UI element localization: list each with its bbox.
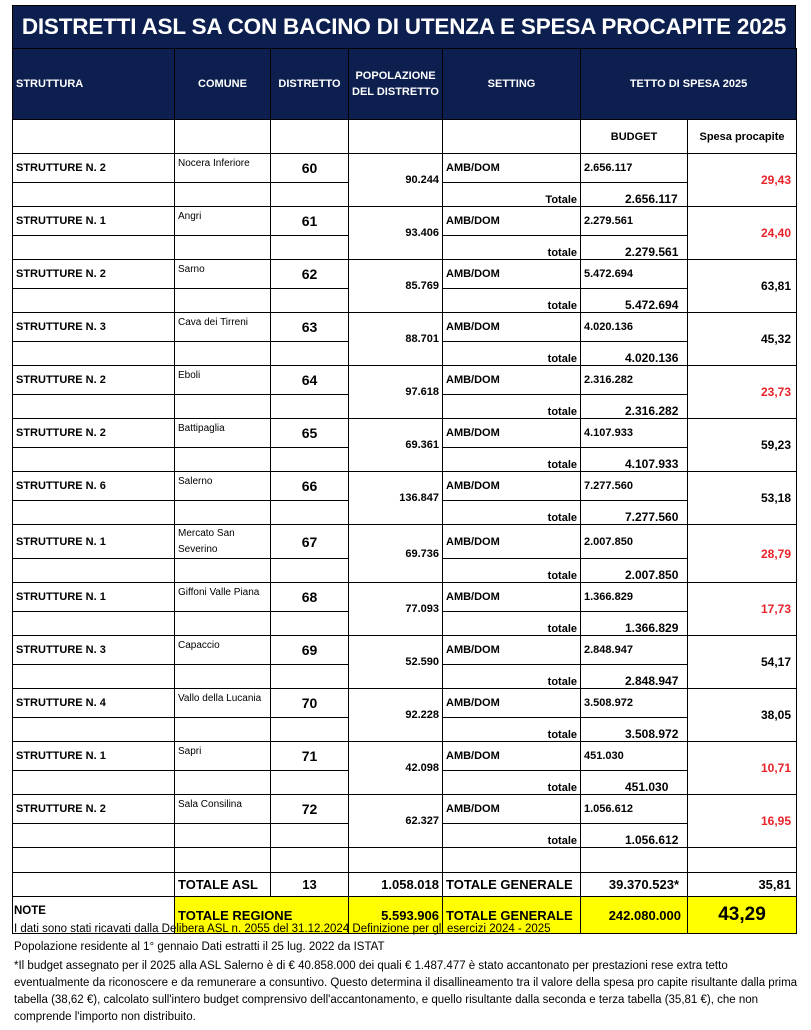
empty-cell <box>13 183 175 207</box>
budget-cell: 1.366.829 <box>581 583 688 612</box>
table-row <box>13 472 797 501</box>
budget-cell: 2.316.282 <box>581 366 688 395</box>
comune-cell: Sala Consilina <box>175 795 271 824</box>
table-row <box>13 525 797 559</box>
popolazione-cell: 69.361 <box>349 419 443 472</box>
totale-regione-label: TOTALE REGIONE <box>175 897 349 934</box>
notes-section <box>14 902 799 1026</box>
empty-cell <box>13 873 175 897</box>
setting-cell: AMB/DOM <box>443 154 581 183</box>
col-header-struttura: STRUTTURA <box>13 49 175 120</box>
struttura-cell: STRUTTURE N. 1 <box>13 583 175 612</box>
struttura-cell: STRUTTURE N. 2 <box>13 419 175 448</box>
budget-cell: 2.007.850 <box>581 525 688 559</box>
struttura-cell: STRUTTURE N. 3 <box>13 313 175 342</box>
popolazione-line2: DEL DISTRETTO <box>352 86 439 98</box>
totale-label-cell: totale <box>443 718 581 742</box>
distretto-cell: 65 <box>271 419 349 448</box>
totale-value-cell: 2.848.947 <box>581 665 688 689</box>
popolazione-cell: 92.228 <box>349 689 443 742</box>
comune-cell: Mercato San Severino <box>175 525 271 559</box>
totale-label-cell: totale <box>443 395 581 419</box>
spesa-procapite-cell: 28,79 <box>688 525 797 583</box>
popolazione-cell: 77.093 <box>349 583 443 636</box>
empty-cell <box>349 848 443 873</box>
spesa-procapite-cell: 63,81 <box>688 260 797 313</box>
table-row <box>13 419 797 448</box>
spesa-procapite-cell: 53,18 <box>688 472 797 525</box>
spesa-procapite-cell: 17,73 <box>688 583 797 636</box>
totale-asl-budget: 39.370.523* <box>581 873 688 897</box>
budget-cell: 2.656.117 <box>581 154 688 183</box>
spesa-procapite-cell: 24,40 <box>688 207 797 260</box>
empty-cell <box>271 342 349 366</box>
table-row <box>13 583 797 612</box>
distretto-cell: 69 <box>271 636 349 665</box>
empty-cell <box>13 501 175 525</box>
spesa-procapite-cell: 23,73 <box>688 366 797 419</box>
table-row <box>13 795 797 824</box>
popolazione-line1: POPOLAZIONE <box>355 70 436 82</box>
popolazione-cell: 52.590 <box>349 636 443 689</box>
struttura-cell: STRUTTURE N. 2 <box>13 154 175 183</box>
totale-value-cell: 5.472.694 <box>581 289 688 313</box>
popolazione-cell: 88.701 <box>349 313 443 366</box>
budget-cell: 2.848.947 <box>581 636 688 665</box>
comune-cell: Battipaglia <box>175 419 271 448</box>
budget-cell: 5.472.694 <box>581 260 688 289</box>
empty-cell <box>175 236 271 260</box>
popolazione-cell: 42.098 <box>349 742 443 795</box>
setting-cell: AMB/DOM <box>443 689 581 718</box>
notes-line-2: Popolazione residente al 1° gennaio Dati estratti il 25 lug. 2022 da ISTAT <box>14 941 385 953</box>
empty-cell <box>175 612 271 636</box>
distretto-cell: 71 <box>271 742 349 771</box>
comune-cell: Angri <box>175 207 271 236</box>
totale-value-cell: 4.107.933 <box>581 448 688 472</box>
totale-asl-label: TOTALE ASL <box>175 873 271 897</box>
empty-cell <box>13 395 175 419</box>
totale-value-cell: 2.279.561 <box>581 236 688 260</box>
empty-cell <box>271 718 349 742</box>
empty-cell <box>13 612 175 636</box>
struttura-cell: STRUTTURE N. 2 <box>13 366 175 395</box>
empty-cell <box>13 236 175 260</box>
empty-cell <box>271 824 349 848</box>
totale-asl-distretti: 13 <box>271 873 349 897</box>
distretto-cell: 60 <box>271 154 349 183</box>
struttura-cell: STRUTTURE N. 6 <box>13 472 175 501</box>
table-row <box>13 689 797 718</box>
setting-cell: AMB/DOM <box>443 525 581 559</box>
col-header-budget: BUDGET <box>581 120 688 154</box>
budget-cell: 4.020.136 <box>581 313 688 342</box>
empty-cell <box>271 289 349 313</box>
setting-cell: AMB/DOM <box>443 207 581 236</box>
totale-label-cell: totale <box>443 612 581 636</box>
page-title: DISTRETTI ASL SA CON BACINO DI UTENZA E SPESA PROCAPITE 2025 <box>12 5 796 49</box>
totale-value-cell: 3.508.972 <box>581 718 688 742</box>
empty-cell <box>13 824 175 848</box>
comune-cell: Eboli <box>175 366 271 395</box>
empty-cell <box>13 771 175 795</box>
table-header-row <box>13 49 797 120</box>
distretto-cell: 68 <box>271 583 349 612</box>
totale-value-cell: 4.020.136 <box>581 342 688 366</box>
popolazione-cell: 93.406 <box>349 207 443 260</box>
table-row <box>13 366 797 395</box>
totale-value-cell: 7.277.560 <box>581 501 688 525</box>
struttura-cell: STRUTTURE N. 3 <box>13 636 175 665</box>
spesa-procapite-cell: 38,05 <box>688 689 797 742</box>
struttura-cell: STRUTTURE N. 1 <box>13 207 175 236</box>
district-table <box>12 48 797 934</box>
totale-value-cell: 1.366.829 <box>581 612 688 636</box>
setting-cell: AMB/DOM <box>443 583 581 612</box>
totale-regione-popolazione: 5.593.906 <box>349 897 443 934</box>
empty-cell <box>271 183 349 207</box>
empty-cell <box>581 848 688 873</box>
totale-label-cell: totale <box>443 771 581 795</box>
popolazione-cell: 136.847 <box>349 472 443 525</box>
table-row <box>13 636 797 665</box>
empty-cell <box>443 848 581 873</box>
popolazione-cell: 85.769 <box>349 260 443 313</box>
distretto-cell: 64 <box>271 366 349 395</box>
budget-cell: 7.277.560 <box>581 472 688 501</box>
budget-cell: 2.279.561 <box>581 207 688 236</box>
struttura-cell: STRUTTURE N. 1 <box>13 525 175 559</box>
setting-cell: AMB/DOM <box>443 313 581 342</box>
empty-cell <box>13 665 175 689</box>
col-header-spesa: Spesa procapite <box>688 120 797 154</box>
totale-value-cell: 2.316.282 <box>581 395 688 419</box>
empty-cell <box>13 559 175 583</box>
empty-cell <box>175 342 271 366</box>
empty-cell <box>271 665 349 689</box>
empty-cell <box>175 559 271 583</box>
totale-asl-popolazione: 1.058.018 <box>349 873 443 897</box>
popolazione-cell: 90.244 <box>349 154 443 207</box>
setting-cell: AMB/DOM <box>443 366 581 395</box>
table-row <box>13 207 797 236</box>
totale-asl-spesa: 35,81 <box>688 873 797 897</box>
empty-cell <box>13 848 175 873</box>
col-header-setting: SETTING <box>443 49 581 120</box>
struttura-cell: STRUTTURE N. 2 <box>13 260 175 289</box>
distretto-cell: 62 <box>271 260 349 289</box>
totale-label-cell: totale <box>443 665 581 689</box>
popolazione-cell: 62.327 <box>349 795 443 848</box>
budget-cell: 451.030 <box>581 742 688 771</box>
empty-cell <box>271 236 349 260</box>
col-header-tetto: TETTO DI SPESA 2025 <box>581 49 797 120</box>
table-row <box>13 742 797 771</box>
totale-label-cell: totale <box>443 559 581 583</box>
distretto-cell: 70 <box>271 689 349 718</box>
notes-line-1: I dati sono stati ricavati dalla Delibera ASL n. 2055 del 31.12.2024 Definizione per gli esercizi 2024 - 2025 <box>14 923 551 935</box>
col-header-distretto: DISTRETTO <box>271 49 349 120</box>
distretto-cell: 67 <box>271 525 349 559</box>
empty-cell <box>271 448 349 472</box>
totale-asl-row <box>13 873 797 897</box>
table-body <box>13 120 797 934</box>
spesa-procapite-cell: 45,32 <box>688 313 797 366</box>
notes-heading: NOTE <box>14 905 46 917</box>
empty-row <box>13 848 797 873</box>
setting-cell: AMB/DOM <box>443 636 581 665</box>
totale-label-cell: totale <box>443 289 581 313</box>
empty-cell <box>13 342 175 366</box>
empty-cell <box>175 395 271 419</box>
comune-cell: Sarno <box>175 260 271 289</box>
empty-cell <box>271 771 349 795</box>
setting-cell: AMB/DOM <box>443 419 581 448</box>
totale-asl-setting: TOTALE GENERALE <box>443 873 581 897</box>
comune-cell: Vallo della Lucania <box>175 689 271 718</box>
table-row <box>13 260 797 289</box>
budget-cell: 4.107.933 <box>581 419 688 448</box>
setting-cell: AMB/DOM <box>443 795 581 824</box>
col-header-comune: COMUNE <box>175 49 271 120</box>
comune-cell: Capaccio <box>175 636 271 665</box>
spesa-procapite-cell: 54,17 <box>688 636 797 689</box>
empty-cell <box>175 183 271 207</box>
empty-cell <box>271 848 349 873</box>
totale-label-cell: totale <box>443 342 581 366</box>
subheader-row <box>13 120 797 154</box>
empty-cell <box>175 718 271 742</box>
empty-cell <box>175 771 271 795</box>
empty-cell <box>175 289 271 313</box>
table-row <box>13 313 797 342</box>
struttura-cell: STRUTTURE N. 4 <box>13 689 175 718</box>
spesa-procapite-cell: 16,95 <box>688 795 797 848</box>
comune-cell: Nocera Inferiore <box>175 154 271 183</box>
struttura-cell: STRUTTURE N. 1 <box>13 742 175 771</box>
totale-value-cell: 2.007.850 <box>581 559 688 583</box>
distretto-cell: 72 <box>271 795 349 824</box>
totale-label-cell: totale <box>443 448 581 472</box>
empty-cell <box>271 612 349 636</box>
spesa-procapite-cell: 59,23 <box>688 419 797 472</box>
empty-cell <box>175 848 271 873</box>
totale-regione-spesa: 43,29 <box>688 897 797 934</box>
table-row <box>13 154 797 183</box>
distretto-cell: 66 <box>271 472 349 501</box>
setting-cell: AMB/DOM <box>443 472 581 501</box>
col-header-popolazione <box>349 49 443 120</box>
empty-cell <box>13 718 175 742</box>
empty-cell <box>175 448 271 472</box>
comune-cell: Salerno <box>175 472 271 501</box>
totale-value-cell: 1.056.612 <box>581 824 688 848</box>
setting-cell: AMB/DOM <box>443 260 581 289</box>
totale-value-cell: 451.030 <box>581 771 688 795</box>
empty-cell <box>175 501 271 525</box>
notes-footnote: *Il budget assegnato per il 2025 alla ASL Salerno è di € 40.858.000 dei quali € 1.487.477 è stato accantonato per prestazioni rese extra tetto eventualmente da riconoscere e da remunerare a consuntivo. Questo determina il disallineamento tra il valore della spesa pro capite risultante dalla prima tabella (38,62 €), calcolato sull'intero budget comprensivo dell'accantonamento, e quello risultante dalla seconda e terza tabella (35,81 €), che non comprende l'importo non distribuito. <box>14 960 798 1023</box>
comune-cell: Sapri <box>175 742 271 771</box>
empty-cell <box>175 665 271 689</box>
totale-value-cell: 2.656.117 <box>581 183 688 207</box>
distretto-cell: 63 <box>271 313 349 342</box>
totale-label-cell: Totale <box>443 183 581 207</box>
totale-label-cell: totale <box>443 824 581 848</box>
popolazione-cell: 69.736 <box>349 525 443 583</box>
distretto-cell: 61 <box>271 207 349 236</box>
totale-label-cell: totale <box>443 501 581 525</box>
spesa-procapite-cell: 29,43 <box>688 154 797 207</box>
comune-cell: Cava dei Tirreni <box>175 313 271 342</box>
setting-cell: AMB/DOM <box>443 742 581 771</box>
empty-cell <box>271 395 349 419</box>
empty-cell <box>13 448 175 472</box>
budget-cell: 3.508.972 <box>581 689 688 718</box>
empty-cell <box>271 501 349 525</box>
budget-cell: 1.056.612 <box>581 795 688 824</box>
empty-cell <box>175 824 271 848</box>
comune-cell: Giffoni Valle Piana <box>175 583 271 612</box>
totale-regione-setting: TOTALE GENERALE <box>443 897 581 934</box>
popolazione-cell: 97.618 <box>349 366 443 419</box>
totale-label-cell: totale <box>443 236 581 260</box>
empty-cell <box>271 559 349 583</box>
struttura-cell: STRUTTURE N. 2 <box>13 795 175 824</box>
empty-cell <box>13 289 175 313</box>
totale-regione-budget: 242.080.000 <box>581 897 688 934</box>
empty-cell <box>688 848 797 873</box>
spesa-procapite-cell: 10,71 <box>688 742 797 795</box>
